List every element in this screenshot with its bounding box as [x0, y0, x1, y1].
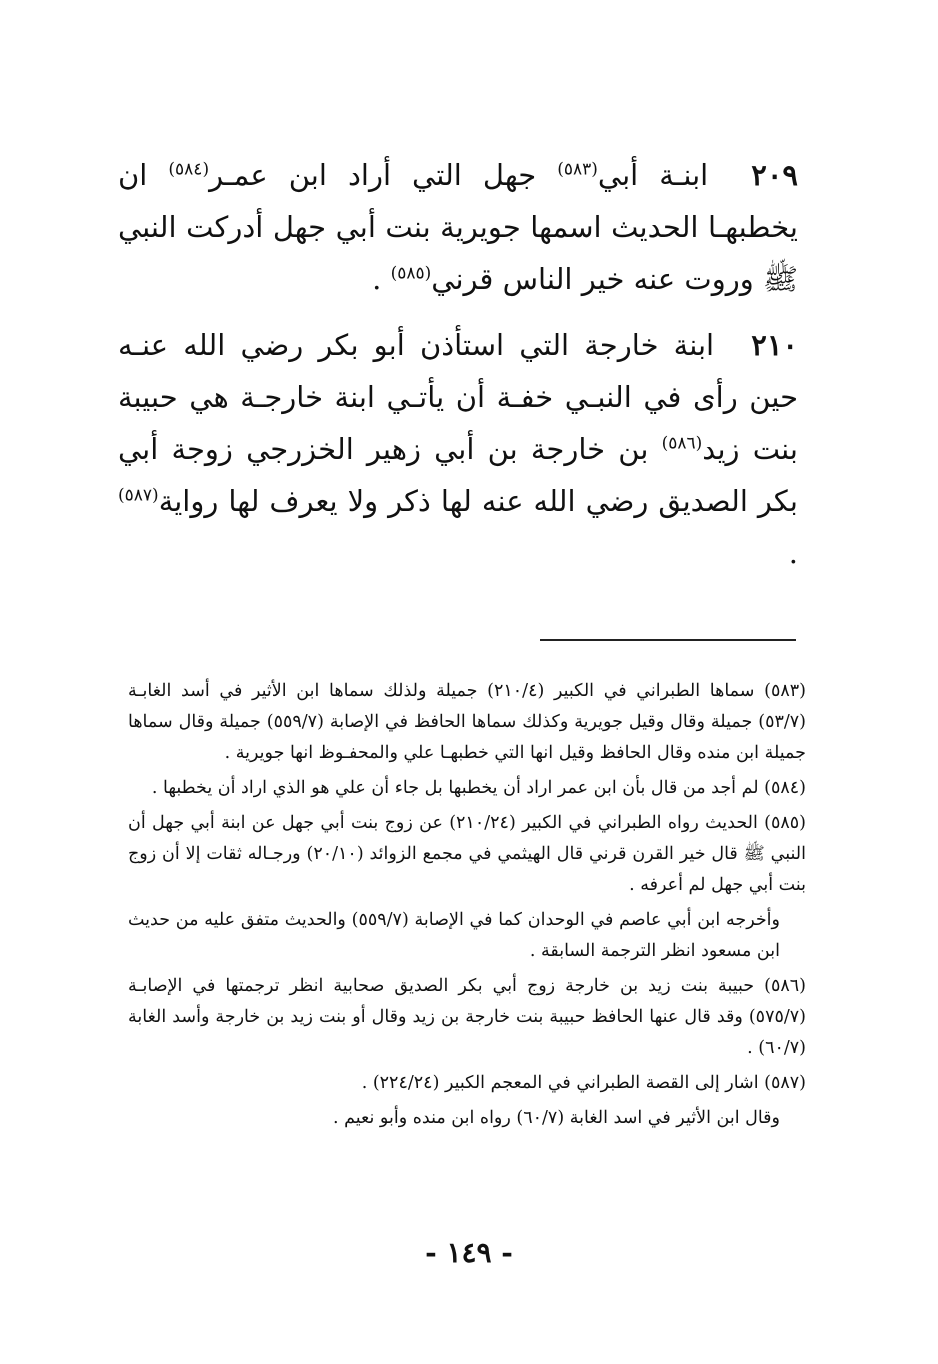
page-number: - ١٤٩ - — [425, 1236, 513, 1269]
footnote-ref[interactable]: (٥٨٧) — [118, 485, 159, 506]
entry-210 — [118, 319, 798, 579]
footnote-label: (٥٨٥) — [764, 813, 806, 833]
footnote-585 — [128, 808, 806, 901]
entry-text: جهل التي أراد ابن عمـر — [209, 158, 558, 192]
footnote-label: (٥٨٧) — [764, 1073, 806, 1093]
footnote-text: سماها الطبراني في الكبير (٢١٠/٤) جميلة ولذلك سماها ابن الأثير في أسد الغابـة (٥٣/٧) جميلة وقال وقيل جويرية وكذلك سماها الحافظ في الإصابة (٥٥٩/٧) جميلة وقال سماها جميلة ابن منده وقال الحافظ وقيل انها التي خطبهـا علي والمحفـوظ انها جويرية . — [128, 681, 806, 763]
footnote-586 — [128, 971, 806, 1064]
entry-text: ان يخطبهـا الحديث اسمها جويرية بنت أبي جهل أدركت النبي ﷺ وروت عنه خير الناس قرني — [118, 158, 798, 296]
footnote-585-continuation: وأخرجه ابن أبي عاصم في الوحدان كما في الإصابة (٥٥٩/٧) والحديث متفق عليه من حديث ابن مسعود انظر الترجمة السابقة . — [128, 910, 780, 961]
footnotes-section — [128, 676, 806, 1138]
footnote-text: الحديث رواه الطبراني في الكبير (٢١٠/٢٤) عن زوج بنت أبي جهل عن ابنة أبي جهل أن النبي ﷺ قال خير القرن قرني قال الهيثمي في مجمع الزوائد (٢٠/١٠) ورجـاله ثقات إلا أن زوج بنت أبي جهل لم أعرفه . — [128, 813, 806, 895]
footnote-label: (٥٨٦) — [764, 976, 806, 996]
footnote-label: (٥٨٤) — [764, 778, 806, 798]
footnote-separator — [540, 639, 796, 641]
entry-209 — [118, 149, 798, 305]
footnote-583 — [128, 676, 806, 769]
footnote-text: اشار إلى القصة الطبراني في المعجم الكبير (٢٢٤/٢٤) . — [361, 1073, 759, 1093]
entry-text: . — [788, 536, 798, 570]
footnote-587-continuation: وقال ابن الأثير في اسد الغابة (٦٠/٧) رواه ابن منده وأبو نعيم . — [333, 1108, 780, 1128]
entry-number: ٢٠٩ — [751, 158, 798, 192]
footnote-ref[interactable]: (٥٨٤) — [168, 159, 210, 180]
entry-text: . — [372, 262, 391, 296]
footnote-ref[interactable]: (٥٨٦) — [661, 433, 703, 454]
footnote-label: (٥٨٣) — [764, 681, 806, 701]
footnote-ref[interactable]: (٥٨٥) — [390, 263, 432, 284]
entry-text: ابنة خارجة التي استأذن أبو بكر رضي الله عنـه حين رأى في النبـي خفـة أن يأتـي ابنة خارجـة هي حبيبة بنت زيد — [118, 328, 798, 466]
footnote-584 — [128, 773, 806, 804]
entry-number: ٢١٠ — [751, 328, 798, 362]
footnote-text: حبيبة بنت زيد بن خارجة زوج أبي بكر الصديق صحابية انظر ترجمتها في الإصابـة (٥٧٥/٧) وقد قال عنها الحافظ حبيبة بنت خارجة بن زيد وقال أو بنت زيد بن خارجة وأسد الغابة (٦٠/٧) . — [128, 976, 806, 1058]
footnote-587 — [128, 1068, 806, 1099]
footnote-ref[interactable]: (٥٨٣) — [557, 159, 598, 180]
footnote-text: لم أجد من قال بأن ابن عمر اراد أن يخطبها بل جاء أن علي هو الذي اراد أن يخطبها . — [151, 778, 759, 798]
entry-text: ابنـة أبي — [597, 158, 709, 192]
entry-text: بن خارجة بن أبي زهير الخزرجي زوجة أبي بكر الصديق رضي الله عنه لها ذكر ولا يعرف لها رواية — [118, 432, 798, 518]
